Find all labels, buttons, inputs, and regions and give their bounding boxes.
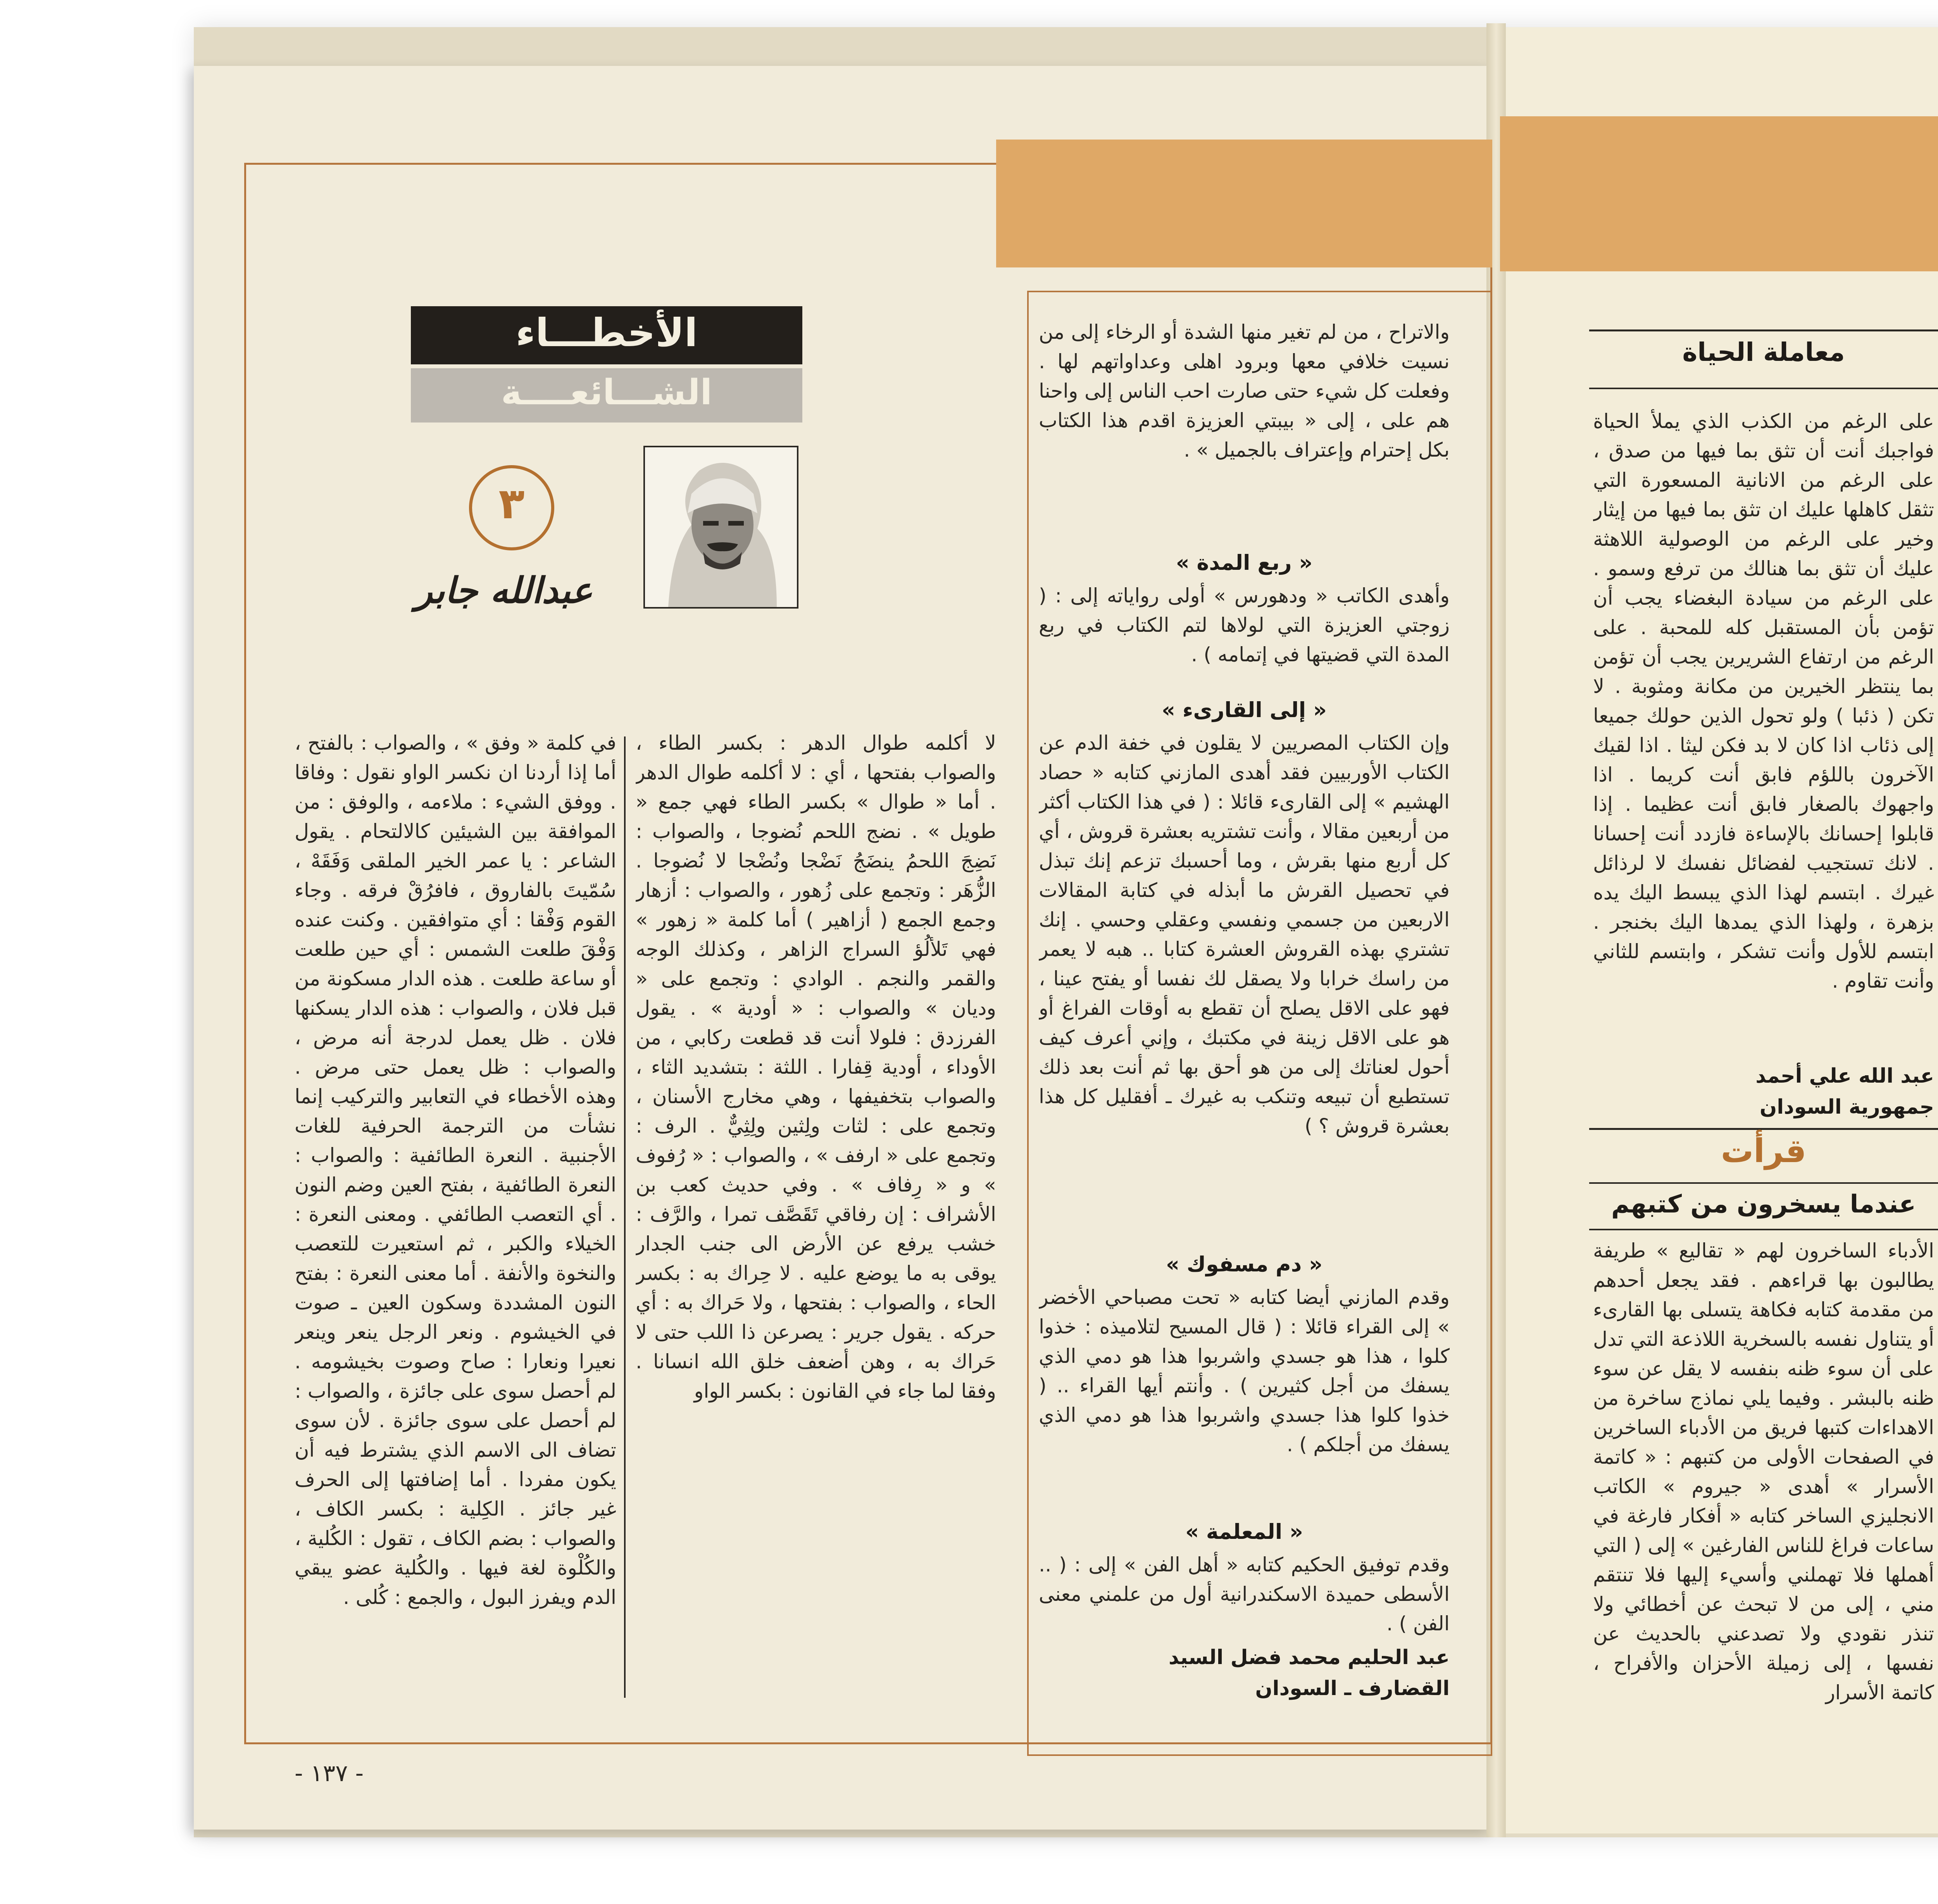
qari-heading: « إلى القارىء »	[1162, 698, 1327, 722]
muamala-signature-name: عبد الله علي أحمد	[1755, 1064, 1934, 1088]
akhtaa-column-left: في كلمة « وفق » ، والصواب : بالفتح ، أما إذا أردنا ان نكسر الواو نقول : وفاقا . ووفق الشيء : ملاءمه ، والوفق : من الموافقة بين الشيئين كالالتحام . يقول الشاعر : يا عمر الخير الملقى وَفَقَهْ ، سُمّيتَ بالفاروق ، فافرُقْ فرقه . وجاء القوم وَفْقا : أي متوافقين . وكنت عنده وَفْقَ طلعت الشمس : أي حين طلعت أو ساعة طلعت . هذه الدار مسكونة من قبل فلان ، والصواب : هذه الدار يسكنها فلان . ظل يعمل لدرجة أنه مرض ، والصواب : ظل يعمل حتى مرض . وهذه الأخطاء في التعابير والتركيب إنما نشأت من الترجمة الحرفية للغات الأجنبية . النعرة الطائفية : والصواب : النعرة الطائفية ، بفتح العين وضم النون . أي التعصب الطائفي . ومعنى النعرة : الخيلاء والكبر ، ثم استعيرت للتعصب والنخوة والأنفة . أما معنى النعرة : بفتح النون المشددة وسكون العين ـ صوت في الخيشوم . ونعر الرجل ينعر وينعر نعيرا ونعارا : صاح وصوت بخيشومه . لم أحصل سوى على جائزة ، والصواب : لم أحصل على سوى جائزة . لأن سوى تضاف الى الاسم الذي يشترط فيه أن يكون مفردا . أما إضافتها إلى الحرف غير جائز . الكِلية : بكسر الكاف ، والصواب : بضم الكاف ، تقول : الكُلية ، والكُلْوة لغة فيها . والكُلية عضو يبقي الدم ويفرز البول ، والجمع : كُلى .	[295, 732, 616, 1609]
qaraat-title-rule	[1589, 1229, 1938, 1230]
rabi-heading: « ربع المدة »	[1176, 550, 1313, 575]
muallima-heading: « المعلمة »	[1185, 1519, 1303, 1544]
continuation-intro: والاتراح ، من لم تغير منها الشدة أو الرخاء إلى من نسيت خلافي معها وبرود اهلى وعداواتهم لها . وفعلت كل شيء حتى صارت احب الناس إلى واحنا هم على ، إلى « بيبتي العزيزة اقدم هذا الكتاب بكل إحترام وإعتراف بالجميل » .	[1039, 321, 1450, 462]
akhtaa-title: الأخطـــاء	[516, 310, 698, 355]
muamala-body: على الرغم من الكذب الذي يملأ الحياة فواجبك أنت أن تثق بما فيها من صدق ، على الرغم من الانانية المسعورة التي تثقل كاهلها عليك ان تثق بما فيها من إيثار وخير على الرغم من الوصولية اللاهثة عليك أن تثق بما هنالك من ترفع وسمو . على الرغم من سيادة البغضاء يجب أن تؤمن بأن المستقبل كله للمحبة . على الرغم من ارتفاع الشريرين يجب أن تؤمن بما ينتظر الخيرين من مكانة ومثوبة . لا تكن ( ذئبا ) ولو تحول الذين حولك جميعا إلى ذئاب اذا كان لا بد فكن ليثا . اذا لقيك الآخرون باللؤم فابق أنت كريما . اذا واجهوك بالصغار فابق أنت عظيما . إذا قابلوا إحسانك بالإساءة فازدد أنت إحسانا . لانك تستجيب لفضائل نفسك لا لرذائل غيرك . ابتسم لهذا الذي يبسط اليك يده بزهرة ، ولهذا الذي يمدها اليك بخنجر . ابتسم للأول وأنت تشكر ، وابتسم للثاني وأنت تقاوم .	[1593, 410, 1934, 993]
rabi-body: وأهدى الكاتب « ودهورس » أولى رواياته إلى : ( زوجتي العزيزة التي لولاها لتم الكتاب في ربع المدة التي قضيتها في إتمامه ) .	[1039, 585, 1450, 666]
author-photo	[643, 446, 798, 609]
muallima-body: وقدم توفيق الحكيم كتابه « أهل الفن » إلى : ( .. الأسطى حميدة الاسكندرانية أول من علمني معنى الفن ) .	[1039, 1554, 1450, 1635]
right-top-band	[1500, 116, 1938, 271]
article-number: ٣	[498, 479, 525, 528]
author-name: عبدالله جابر	[415, 570, 593, 611]
muamala-signature-place: جمهورية السودان	[1759, 1095, 1934, 1119]
qari-body: وإن الكتاب المصريين لا يقلون في خفة الدم عن الكتاب الأوربيين فقد أهدى المازني كتابه « حصاد الهشيم » إلى القارىء قائلا : ( في هذا الكتاب أكثر من أربعين مقالا ، وأنت تشتريه بعشرة قروش ، أي كل أربع منها بقرش ، وما أحسبك تزعم إنك تبذل في تحصيل القرش ما أبذله في كتابة المقالات الاربعين من جسمي ونفسي وعقلي وحسي . إنك تشتري بهذه القروش العشرة كتابا .. هبه لا يعمر من راسك خرابا ولا يصقل لك نفسا أو يفتح عينا ، فهو على الاقل يصلح أن تقطع به أوقات الفراغ أو هو على الاقل زينة في مكتبك ، وإني أعرف كيف أحول لعناتك إلى من هو أحق بها ثم أنت بعد ذلك تستطيع أن تبيعه وتنكب به غيرك ـ أفقليل كل هذا بعشرة قروش ؟ )	[1039, 732, 1450, 1138]
muamala-top-rule	[1589, 329, 1938, 331]
muamala-mid-rule	[1589, 388, 1938, 389]
qaraat-category: قرأت	[1721, 1132, 1807, 1170]
left-page-number: - ١٣٧ -	[295, 1760, 364, 1787]
akhtaa-subtitle: الشـــائعــــة	[501, 372, 712, 413]
muamala-title: معاملة الحياة	[1682, 337, 1845, 367]
continuation-signature-name: عبد الحليم محمد فضل السيد	[1168, 1646, 1450, 1669]
akhtaa-column-right: لا أكلمه طوال الدهر : بكسر الطاء ، والصواب بفتحها ، أي : لا أكلمه طوال الدهر . أما « طوال » بكسر الطاء فهي جمع « طويل » . نضج اللحم نُضوجا ، والصواب : نَضِجَ اللحمُ ينضَجُ نَضْجا ونُضْجا لا نُضوجا . الزُّهَر : وتجمع على زُهور ، والصواب : أزهار وجمع الجمع ( أزاهير ) أما كلمة « زهور » فهي تَلألُؤ السراج الزاهر ، وكذلك الوجه والقمر والنجم . الوادي : وتجمع على « وديان » والصواب : « أودية » . يقول الفرزدق : فلولا أنت قد قطعت ركابي ، من الأوداء ، أودية قِفارا . اللثة : بتشديد الثاء ، والصواب بتخفيفها ، وهي مخارج الأسنان ، وتجمع على : لثات ولِثين ولِثِيٌّ . الرف : وتجمع على « ارفف » ، والصواب : « رُفوف » و « رِفاف » . وفي حديث كعب بن الأشراف : إن رفاقي تَقَصَّف تمرا ، والرَّف : خشب يرفع عن الأرض الى جنب الجدار يوقى به ما يوضع عليه . لا حِراك به : بكسر الحاء ، والصواب : بفتحها ، ولا حَراك به : أي حركه . يقول جرير : يصرعن ذا اللب حتى لا حَراك به ، وهن أضعف خلق الله انسانا . وفقا لما جاء في القانون : بكسر الواو	[636, 732, 996, 1403]
qaraat-body: الأدباء الساخرون لهم « تقاليع » طريفة يطالبون بها قراءهم . فقد يجعل أحدهم من مقدمة كتابه فكاهة يتسلى بها القارىء أو يتناول نفسه بالسخرية اللاذعة التي تدل على أن سوء ظنه بنفسه لا يقل عن سوء ظنه بالبشر . وفيما يلي نماذج ساخرة من الاهداءات كتبها فريق من الأدباء الساخرين في الصفحات الأولى من كتبهم : « كاتمة الأسرار » أهدى « جيروم » الكاتب الانجليزي الساخر كتابه « أفكار فارغة في ساعات فراغ للناس الفارغين » إلى ( التي أهملها فلا تهملني وأسيء إليها فلا تنتقم مني ، إلى من لا تبحث عن أخطائي ولا تنذر نقودي ولا تصدعني بالحديث عن نفسها ، إلى زميلة الأحزان والأفراح ، كاتمة الأسرار	[1593, 1240, 1934, 1704]
qaraat-title: عندما يسخرون من كتبهم	[1611, 1190, 1916, 1219]
akhtaa-column-divider	[624, 736, 626, 1698]
qaraat-top-rule	[1589, 1128, 1938, 1130]
dam-heading: « دم مسفوك »	[1166, 1252, 1323, 1276]
dam-body: وقدم المازني أيضا كتابه « تحت مصباحي الأخضر » إلى القراء قائلا : ( قال المسيح لتلاميذه : خذوا كلوا ، هذا هو جسدي واشربوا هذا هو دمي الذي يسفك من أجل كثيرين ) . وأنتم أيها القراء .. ( خذوا كلوا هذا جسدي واشربوا هذا هو دمي الذي يسفك من أجلكم ) .	[1039, 1286, 1450, 1456]
qaraat-mid-rule	[1589, 1182, 1938, 1184]
left-top-band	[996, 140, 1492, 267]
continuation-signature-place: القضارف ـ السودان	[1255, 1677, 1450, 1700]
